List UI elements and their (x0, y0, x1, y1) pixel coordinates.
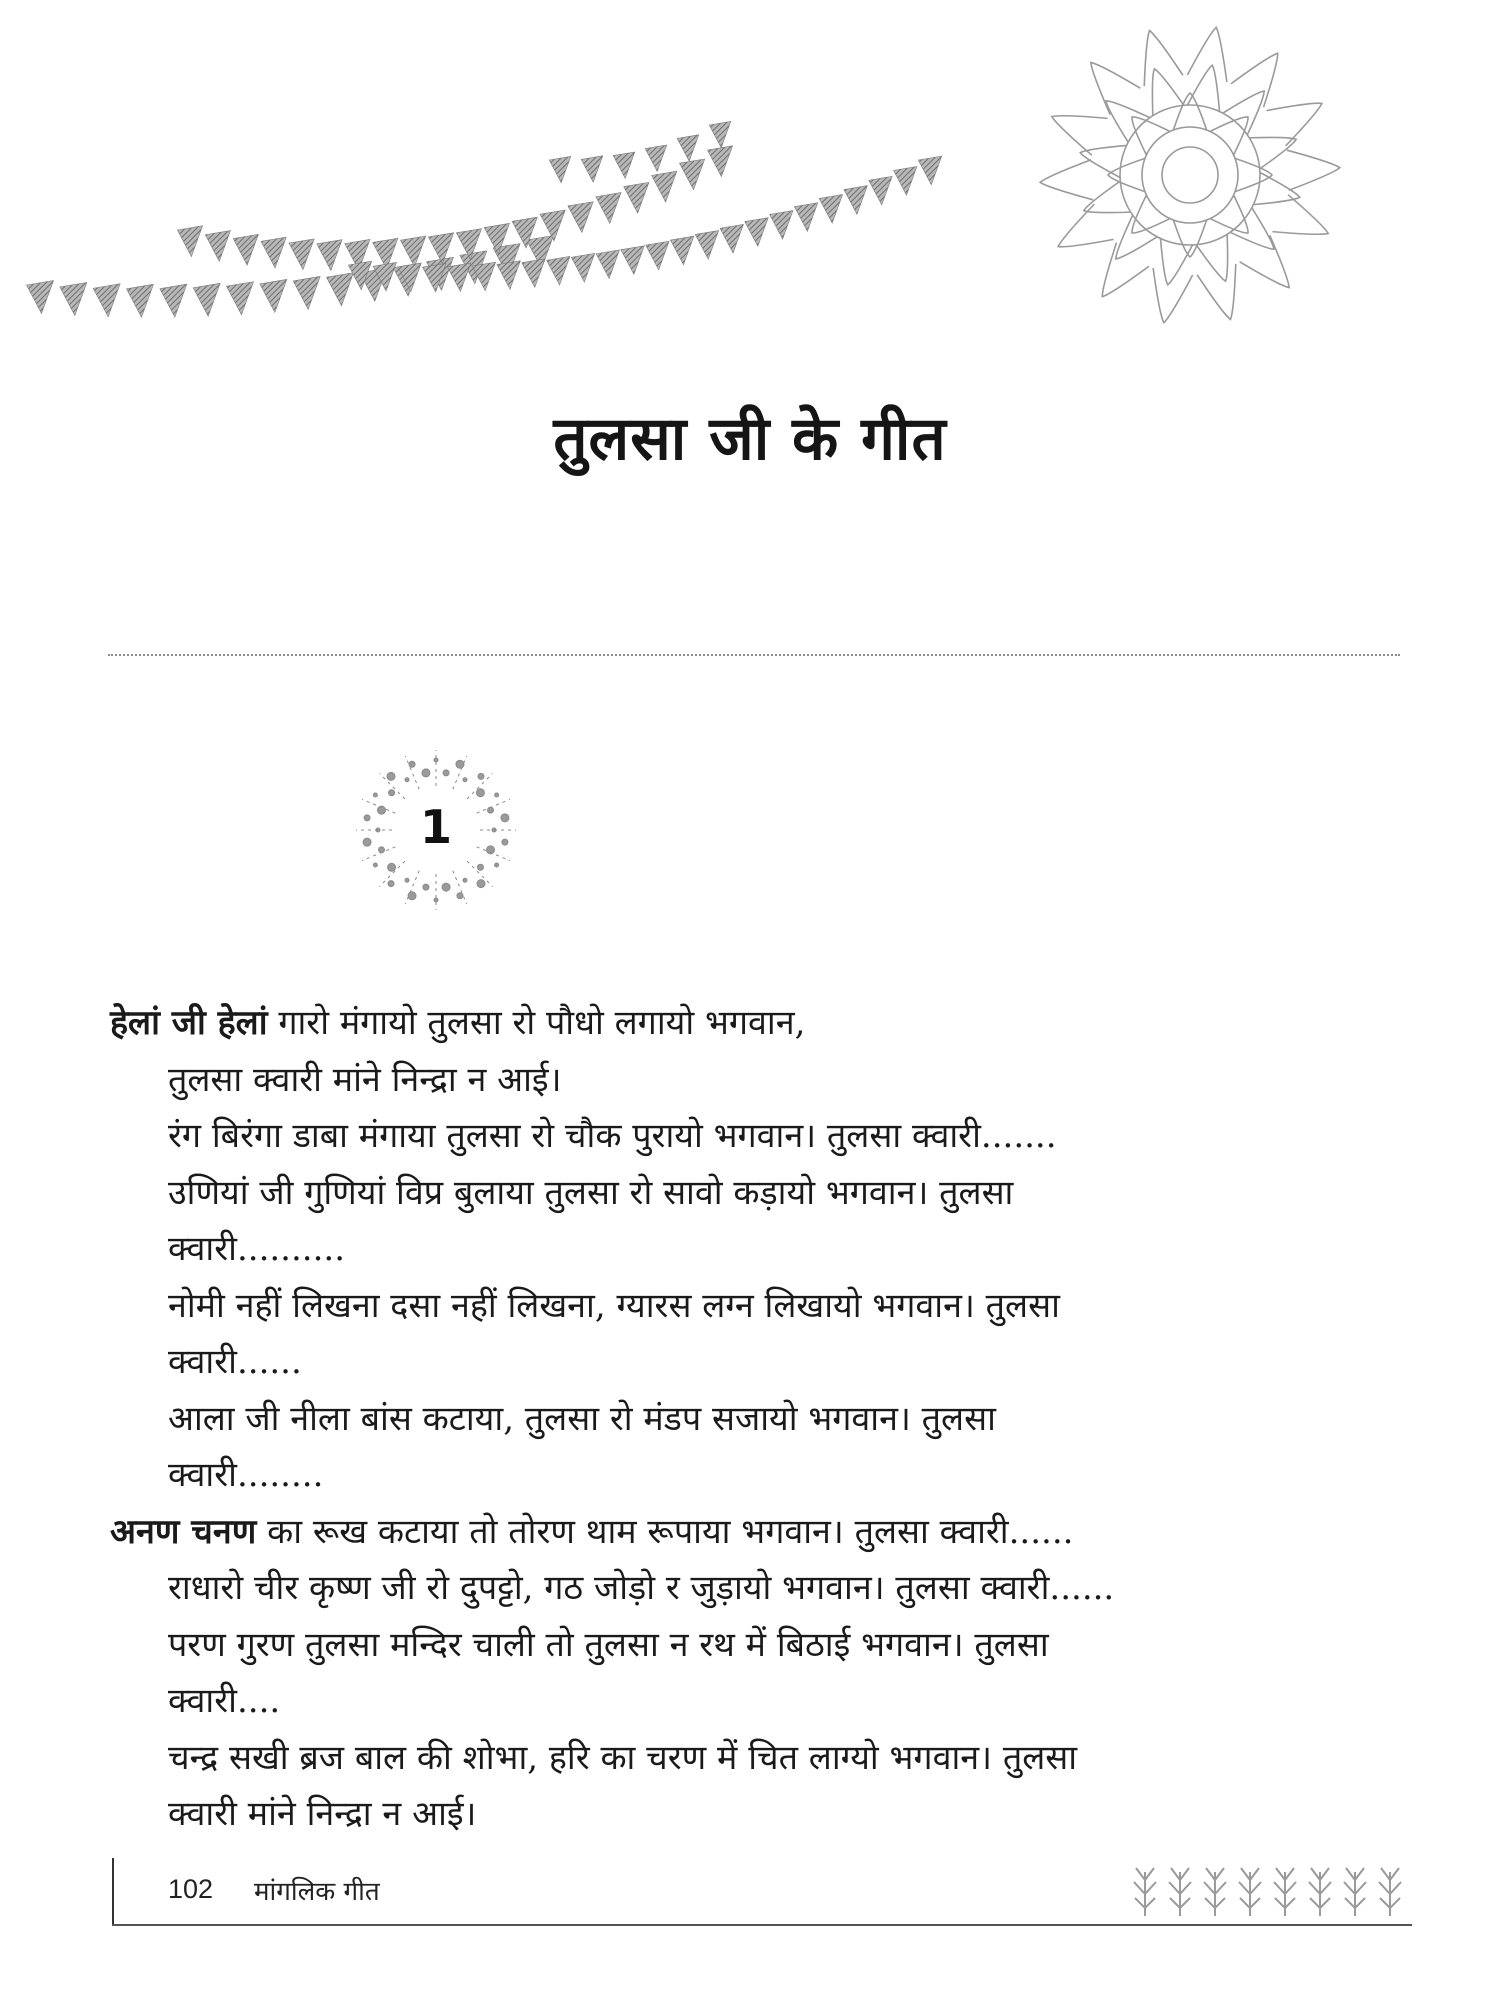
song-line-text: रंग बिरंगा डाबा मंगाया तुलसा रो चौक पुरायो भगवान। तुलसा क्वारी....... (168, 1116, 1057, 1156)
page-title: तुलसा जी के गीत (553, 404, 947, 474)
song-line (110, 1673, 1410, 1730)
footer-vertical-rule (112, 1858, 114, 1924)
song-line-text: राधारो चीर कृष्ण जी रो दुपट्टो, गठ जोड़ो र जुड़ायो भगवान। तुलसा क्वारी...... (168, 1568, 1115, 1608)
song-line-text: क्वारी...... (168, 1342, 302, 1382)
song-line-text: उणियां जी गुणियां विप्र बुलाया तुलसा रो सावो कड़ायो भगवान। तुलसा (168, 1172, 1014, 1213)
footer-rule (112, 1924, 1412, 1926)
song-line (110, 995, 1410, 1052)
song-line-text: नोमी नहीं लिखना दसा नहीं लिखना, ग्यारस लग्न लिखायो भगवान। तुलसा (168, 1285, 1060, 1326)
song-lyrics (110, 995, 1410, 1843)
song-line (110, 1108, 1410, 1165)
song-line-lead: अनण चनण (110, 1511, 257, 1552)
song-line (110, 1165, 1410, 1222)
song-line (110, 1730, 1410, 1787)
song-line-text: गारो मंगायो तुलसा रो पौधो लगायो भगवान, (267, 1003, 806, 1043)
song-line (110, 1391, 1410, 1448)
running-title: मांगलिक गीत (254, 1877, 380, 1907)
song-line-text: चन्द्र सखी ब्रज बाल की शोभा, हरि का चरण में चित लाग्यो भगवान। तुलसा (168, 1737, 1078, 1778)
page-number: 102 (168, 1874, 214, 1904)
song-line-text: आला जी नीला बांस कटाया, तुलसा रो मंडप सजायो भगवान। तुलसा (168, 1398, 996, 1439)
song-line-text: क्वारी मांने निन्द्रा न आई। (168, 1794, 477, 1834)
song-line (110, 1052, 1410, 1109)
floral-wreath-icon (0, 0, 1500, 920)
song-line-text: का रूख कटाया तो तोरण थाम रूपाया भगवान। तुलसा क्वारी...... (256, 1511, 1074, 1552)
song-line (110, 1447, 1410, 1504)
song-line-text: क्वारी.... (168, 1681, 281, 1721)
song-line (110, 1504, 1410, 1561)
song-line (110, 1560, 1410, 1617)
song-line-lead: हेलां जी हेलां (110, 1003, 268, 1043)
song-line-text: परण गुरण तुलसा मन्दिर चाली तो तुलसा न रथ में बिठाई भगवान। तुलसा (168, 1624, 1049, 1665)
page-footer (112, 1858, 1412, 1928)
song-line-text: तुलसा क्वारी मांने निन्द्रा न आई। (168, 1059, 562, 1100)
song-line-text: क्वारी........ (168, 1455, 324, 1495)
song-number: 1 (419, 800, 452, 854)
song-line (110, 1617, 1410, 1674)
song-line (110, 1221, 1410, 1278)
song-line (110, 1334, 1410, 1391)
song-line-text: क्वारी.......... (168, 1229, 346, 1269)
song-line (110, 1786, 1410, 1843)
wheat-sprig-icon (1127, 1858, 1412, 1922)
song-line (110, 1278, 1410, 1335)
